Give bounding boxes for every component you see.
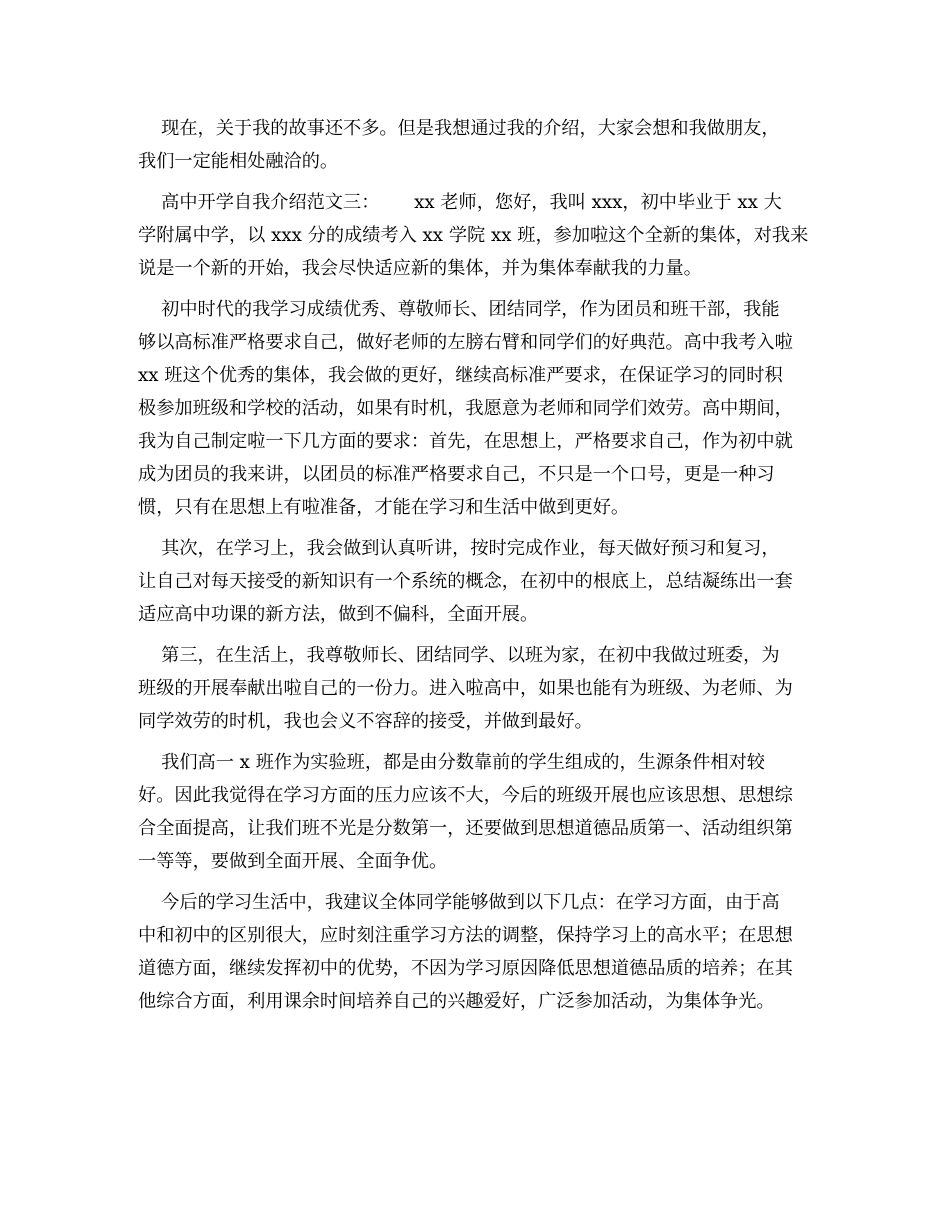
text-line: 我为自己制定啦一下几方面的要求：首先，在思想上，严格要求自己，作为初中就 xyxy=(138,431,793,452)
text-line: 高中开学自我介绍范文三： xx 老师，您好，我叫 xxx，初中毕业于 xx 大 xyxy=(138,192,782,213)
text-line: 适应高中功课的新方法，做到不偏科，全面开展。 xyxy=(138,604,539,625)
text-line: 我们一定能相处融洽的。 xyxy=(138,151,339,172)
paragraph xyxy=(138,746,814,878)
text-line: xx 班这个优秀的集体，我会做的更好，继续高标准严要求，在保证学习的同时积 xyxy=(138,365,783,386)
paragraph xyxy=(138,186,814,285)
text-line: 今后的学习生活中，我建议全体同学能够做到以下几点：在学习方面，由于高 xyxy=(138,892,780,913)
paragraph xyxy=(138,532,814,631)
text-line: 我们高一 x 班作为实验班，都是由分数靠前的学生组成的，生源条件相对较 xyxy=(138,752,765,773)
text-line: 现在，关于我的故事还不多。但是我想通过我的介绍，大家会想和我做朋友， xyxy=(138,118,780,139)
text-line: 中和初中的区别很大，应时刻注重学习方法的调整，保持学习上的高水平；在思想 xyxy=(138,925,793,946)
text-line: 一等等，要做到全面开展、全面争优。 xyxy=(138,851,448,872)
paragraph xyxy=(138,886,814,1018)
paragraph xyxy=(138,639,814,738)
text-line: 第三，在生活上，我尊敬师长、团结同学、以班为家，在初中我做过班委，为 xyxy=(138,645,780,666)
text-line: 说是一个新的开始，我会尽快适应新的集体，并为集体奉献我的力量。 xyxy=(138,258,702,279)
text-line: 好。因此我觉得在学习方面的压力应该不大，今后的班级开展也应该思想、思想综 xyxy=(138,785,793,806)
text-line: 学附属中学，以 xxx 分的成绩考入 xx 学院 xx 班，参加啦这个全新的集体，对我来 xyxy=(138,225,809,246)
text-line: 极参加班级和学校的活动，如果有时机，我愿意为老师和同学们效劳。高中期间， xyxy=(138,398,793,419)
text-line: 合全面提高，让我们班不光是分数第一，还要做到思想道德品质第一、活动组织第 xyxy=(138,818,793,839)
text-line: 同学效劳的时机，我也会义不容辞的接受，并做到最好。 xyxy=(138,711,593,732)
text-line: 成为团员的我来讲，以团员的标准严格要求自己，不只是一个口号，更是一种习 xyxy=(138,464,775,485)
text-line: 班级的开展奉献出啦自己的一份力。进入啦高中，如果也能有为班级、为老师、为 xyxy=(138,678,793,699)
text-line: 让自己对每天接受的新知识有一个系统的概念，在初中的根底上，总结凝练出一套 xyxy=(138,571,793,592)
paragraph xyxy=(138,293,814,524)
text-line: 够以高标准严格要求自己，做好老师的左膀右臂和同学们的好典范。高中我考入啦 xyxy=(138,332,793,353)
text-line: 其次，在学习上，我会做到认真听讲，按时完成作业，每天做好预习和复习， xyxy=(138,538,780,559)
text-line: 他综合方面，利用课余时间培养自己的兴趣爱好，广泛参加活动，为集体争光。 xyxy=(138,991,775,1012)
text-line: 道德方面，继续发挥初中的优势，不因为学习原因降低思想道德品质的培养；在其 xyxy=(138,958,793,979)
text-line: 初中时代的我学习成绩优秀、尊敬师长、团结同学，作为团员和班干部，我能 xyxy=(138,299,780,320)
paragraph xyxy=(138,112,814,178)
text-line: 惯，只有在思想上有啦准备，才能在学习和生活中做到更好。 xyxy=(138,497,630,518)
document-body xyxy=(138,112,814,1018)
